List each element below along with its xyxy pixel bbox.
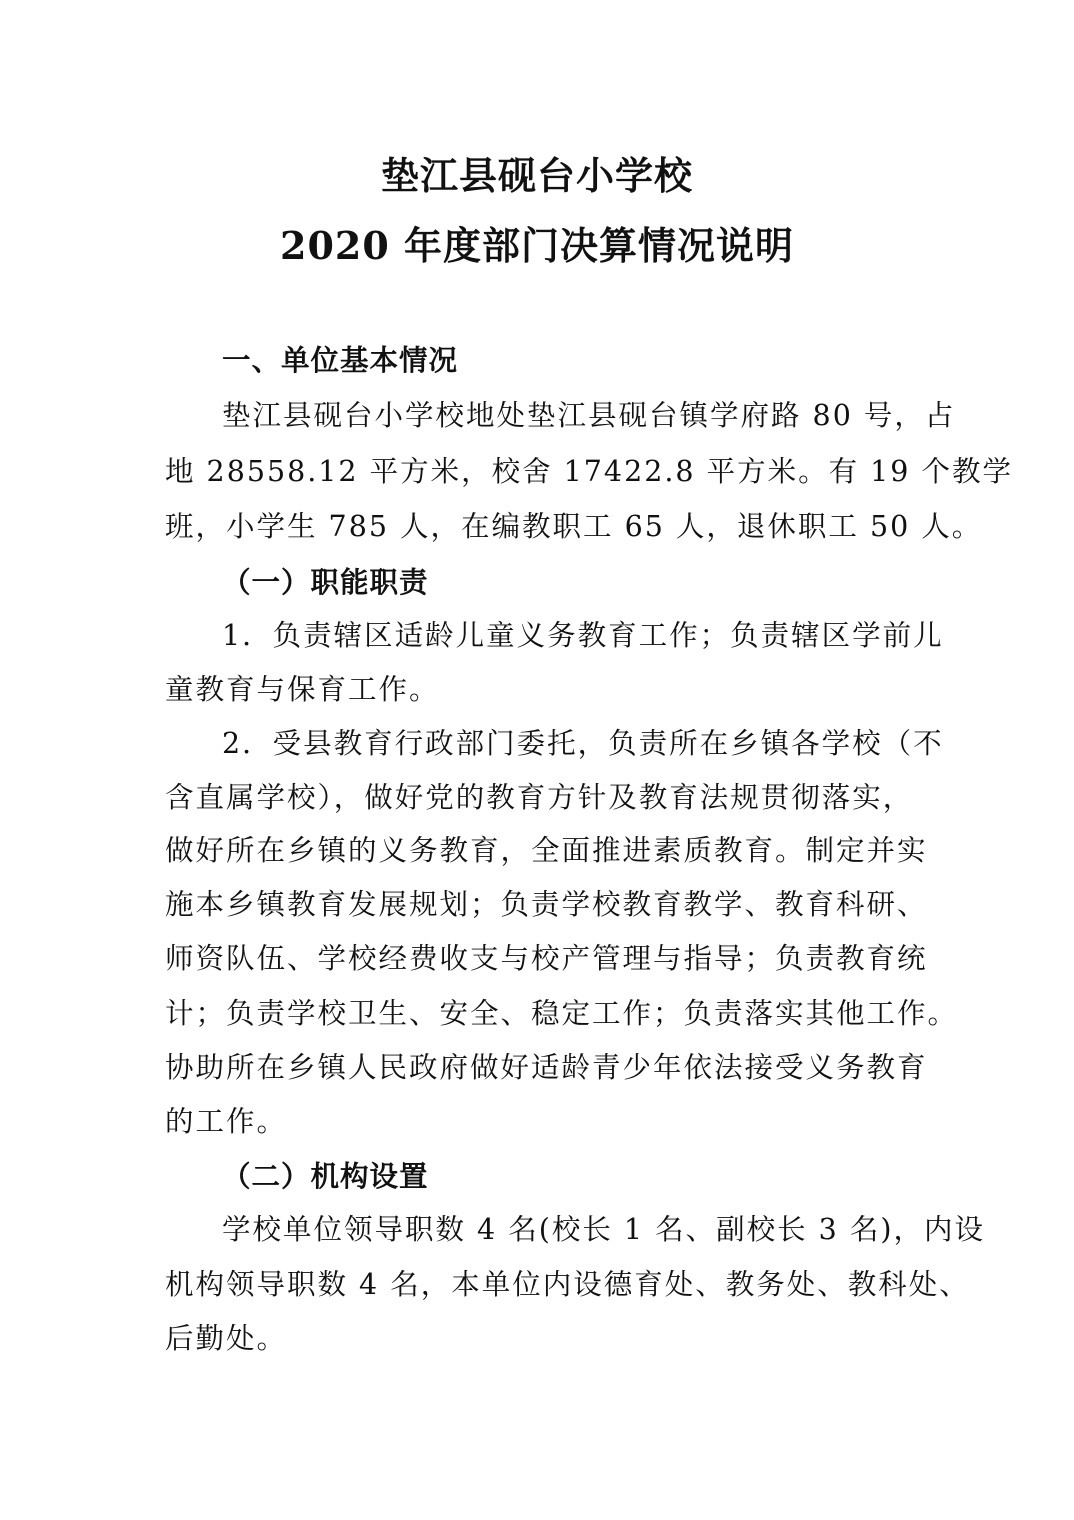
paragraph-line: 童教育与保育工作。 <box>165 673 440 706</box>
paragraph-line: 机构领导职数 4 名，本单位内设德育处、教务处、教科处、 <box>165 1268 970 1301</box>
paragraph-line: 施本乡镇教育发展规划；负责学校教育教学、教育科研、 <box>165 888 928 921</box>
paragraph-line: 1．负责辖区适龄儿童义务教育工作；负责辖区学前儿 <box>222 619 944 652</box>
subsection-heading-organization: （二）机构设置 <box>222 1159 429 1193</box>
paragraph-line: 后勤处。 <box>165 1322 288 1355</box>
paragraph-line: 班，小学生 785 人，在编教职工 65 人，退休职工 50 人。 <box>165 510 983 543</box>
paragraph-line: 2．受县教育行政部门委托，负责所在乡镇各学校（不 <box>222 727 944 760</box>
subsection-heading-duties: （一）职能职责 <box>222 565 429 599</box>
paragraph-line: 协助所在乡镇人民政府做好适龄青少年依法接受义务教育 <box>165 1051 928 1084</box>
document-title-line2: 2020 年度部门决算情况说明 <box>280 223 794 268</box>
paragraph-line: 含直属学校），做好党的教育方针及教育法规贯彻落实， <box>165 781 914 814</box>
paragraph-line: 做好所在乡镇的义务教育，全面推进素质教育。制定并实 <box>165 834 928 867</box>
paragraph-line: 的工作。 <box>165 1105 288 1138</box>
paragraph-line: 垫江县砚台小学校地处垫江县砚台镇学府路 80 号，占 <box>222 399 956 432</box>
section-heading-basic-info: 一、单位基本情况 <box>222 343 459 377</box>
paragraph-line: 计；负责学校卫生、安全、稳定工作；负责落实其他工作。 <box>165 997 959 1030</box>
paragraph-line: 师资队伍、学校经费收支与校产管理与指导；负责教育统 <box>165 942 928 975</box>
paragraph-line: 学校单位领导职数 4 名(校长 1 名、副校长 3 名)，内设 <box>222 1213 985 1246</box>
document-title-line1: 垫江县砚台小学校 <box>380 153 693 198</box>
paragraph-line: 地 28558.12 平方米，校舍 17422.8 平方米。有 19 个教学 <box>165 455 1013 488</box>
